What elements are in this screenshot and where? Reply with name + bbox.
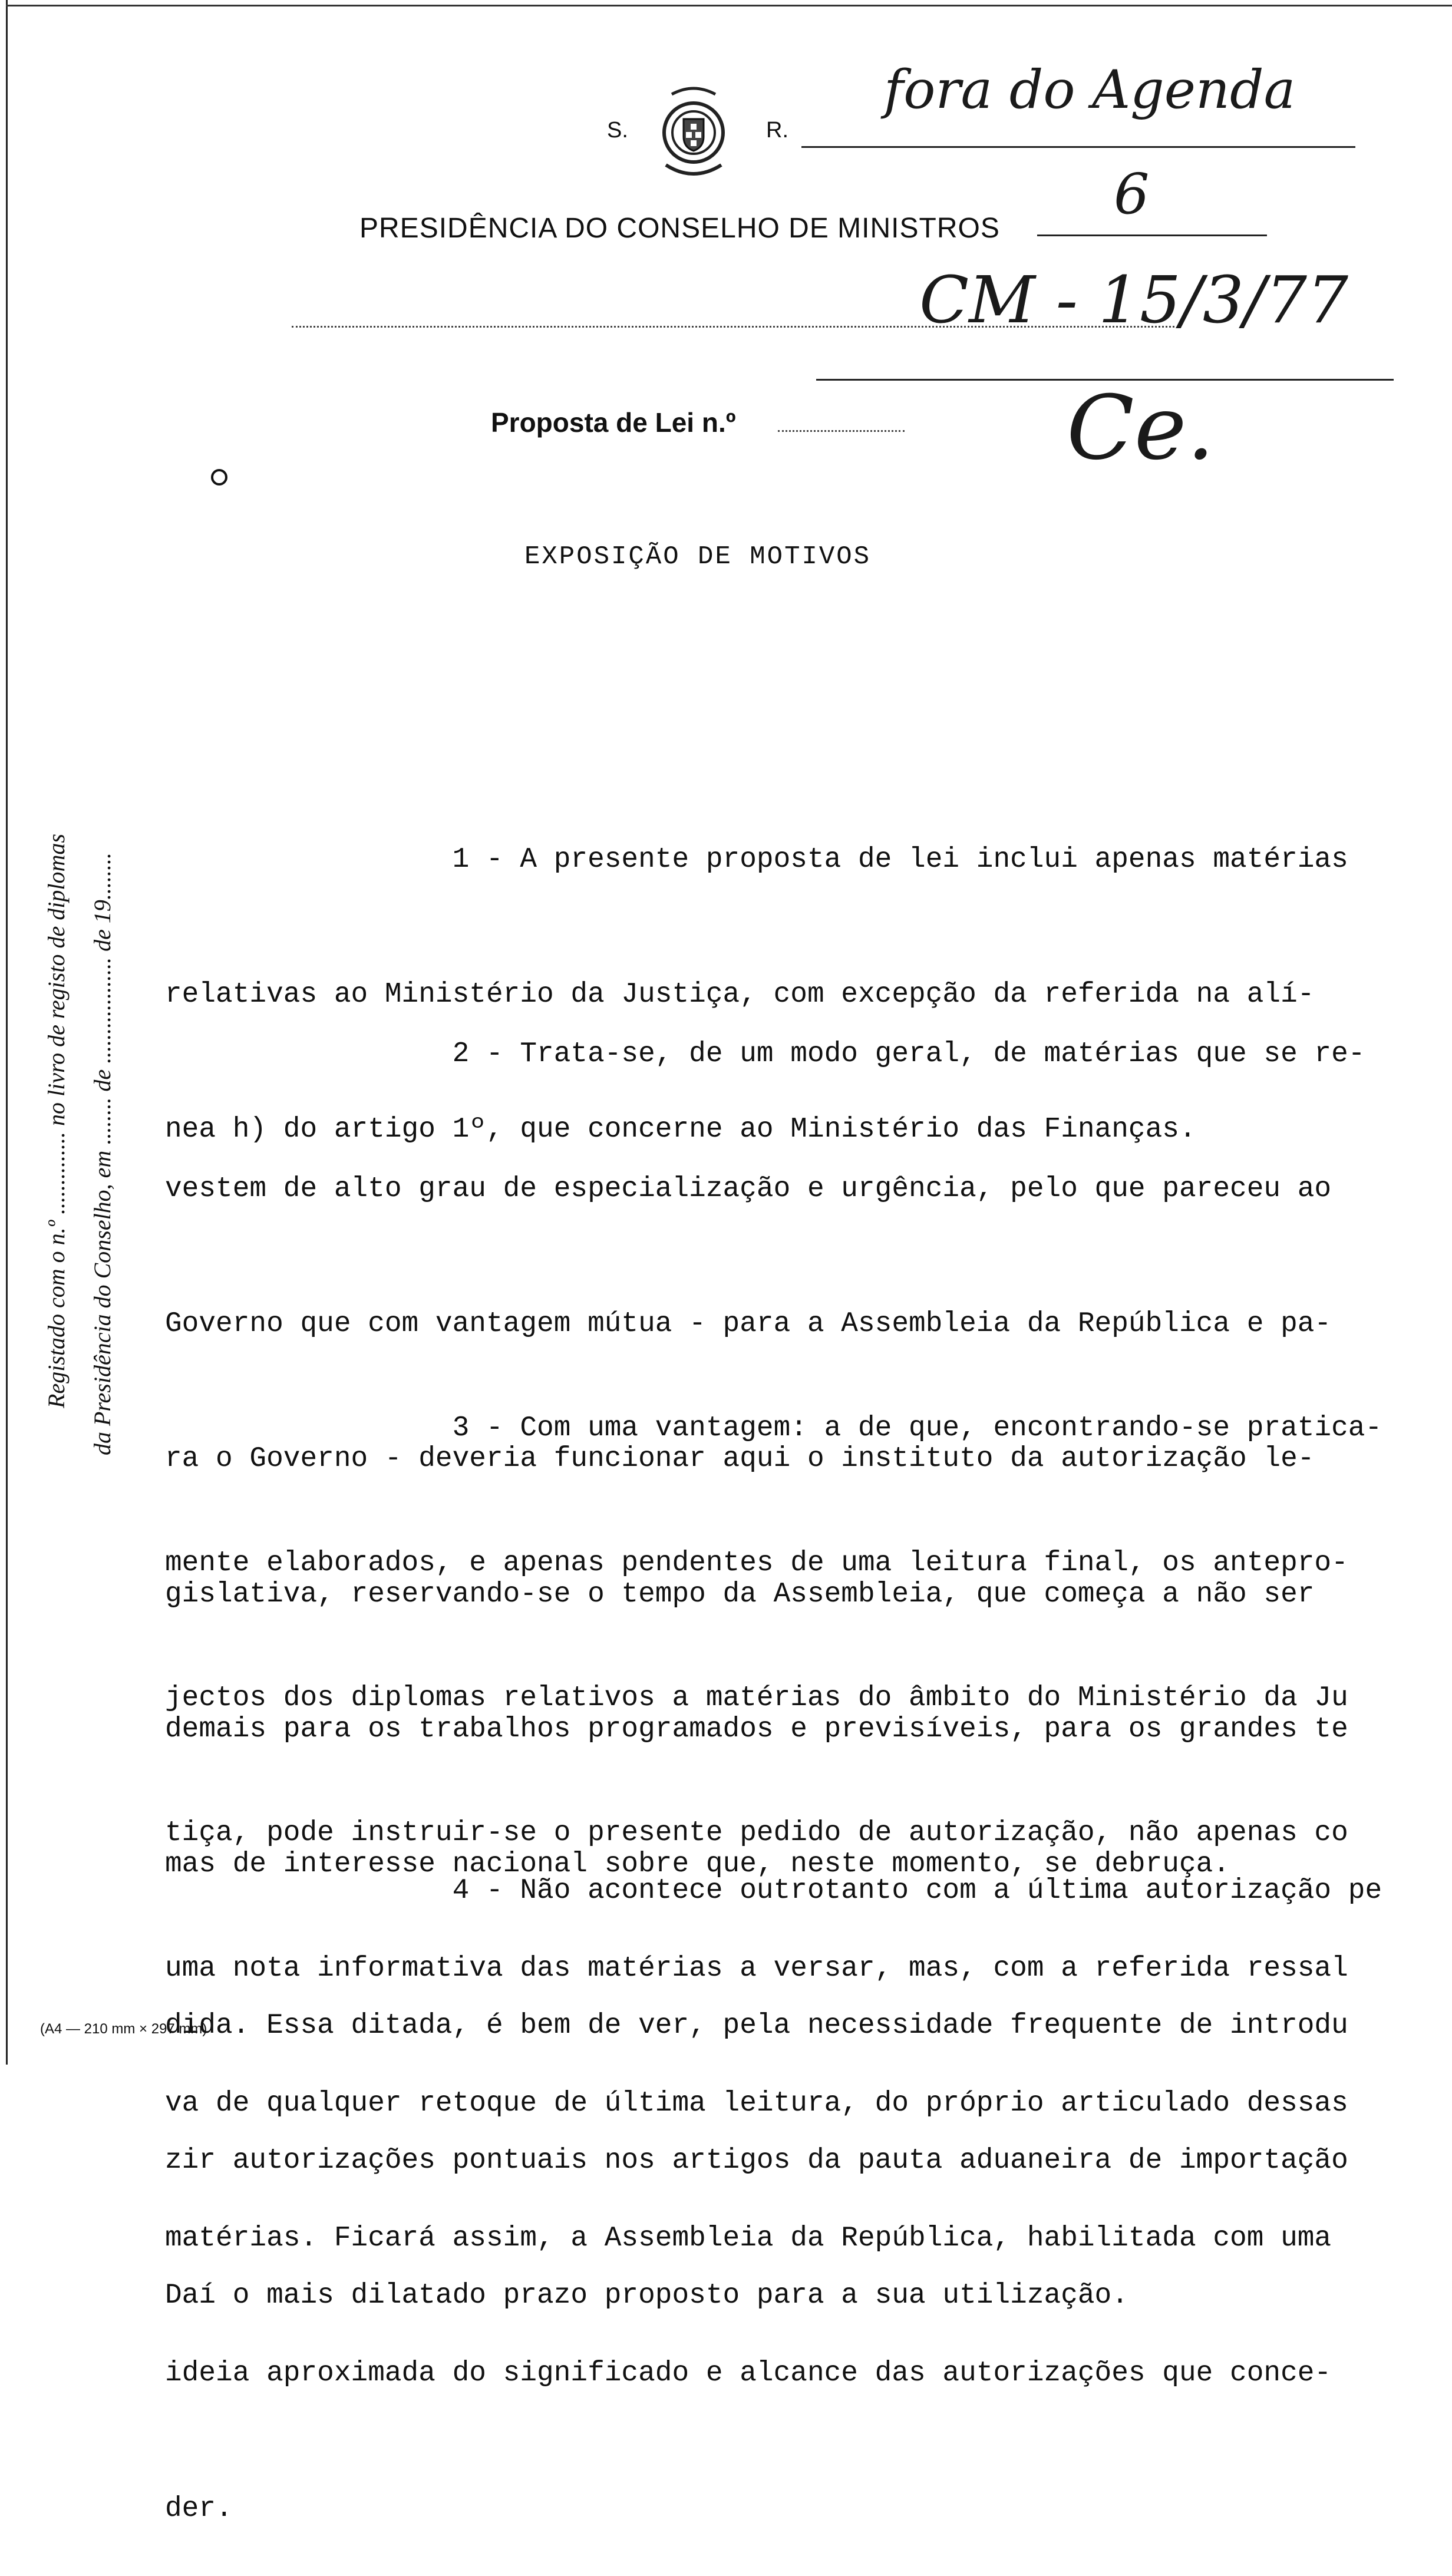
text-line: der.	[165, 2492, 233, 2525]
punch-hole-mark	[211, 469, 227, 486]
page-top-border	[6, 5, 1452, 6]
text-line: jectos dos diplomas relativos a matérias do âmbito do Ministério da Ju	[165, 1682, 1348, 1715]
margin-registration-line-2: da Presidência do Conselho, em ........ de .................. de 19........	[89, 853, 116, 1455]
text-line: vestem de alto grau de especialização e urgência, pelo que pareceu ao	[165, 1173, 1332, 1206]
text-line: nea h) do artigo 1º, que concerne ao Ministério das Finanças.	[165, 1114, 1196, 1146]
text-line: mas de interesse nacional sobre que, neste momento, se debruça.	[165, 1848, 1230, 1881]
text-line: demais para os trabalhos programados e previsíveis, para os grandes te	[165, 1713, 1348, 1745]
text-line: matérias. Ficará assim, a Assembleia da República, habilitada com uma	[165, 2222, 1332, 2255]
document-title: EXPOSIÇÃO DE MOTIVOS	[524, 542, 872, 572]
paragraph-4	[165, 1778, 1382, 2363]
text-line: uma nota informativa das matérias a versar, mas, com a referida ressal	[165, 1952, 1348, 1984]
page-left-border	[6, 0, 8, 2065]
text-line: gislativa, reservando-se o tempo da Assembleia, que começa a não ser	[165, 1578, 1315, 1610]
paper-size-footer: (A4 — 210 mm × 297 mm)	[40, 2021, 207, 2037]
text-line: Governo que com vantagem mútua - para a Assembleia da República e pa-	[165, 1308, 1332, 1340]
text-line: relativas ao Ministério da Justiça, com excepção da referida na alí-	[165, 979, 1315, 1011]
text-line: mente elaborados, e apenas pendentes de uma leitura final, os antepro-	[165, 1547, 1348, 1580]
text-line: 1 - A presente proposta de lei inclui apenas matérias	[165, 843, 1348, 876]
text-line: tiça, pode instruir-se o presente pedido de autorização, não apenas co	[165, 1817, 1348, 1850]
text-line: 3 - Com uma vantagem: a de que, encontrando-se pratica-	[165, 1412, 1382, 1444]
handwritten-date: CM - 15/3/77	[919, 262, 1348, 338]
text-line: ideia aproximada do significado e alcance das autorizações que conce-	[165, 2357, 1332, 2390]
text-line: 2 - Trata-se, de um modo geral, de matérias que se re-	[165, 1038, 1365, 1070]
text-line: dida. Essa ditada, é bem de ver, pela necessidade frequente de introdu	[165, 2010, 1348, 2042]
r-letter: R.	[766, 118, 788, 143]
header-rule-2	[1037, 235, 1267, 236]
s-letter: S.	[607, 118, 628, 143]
handwritten-initial: Ce.	[1067, 377, 1215, 480]
handwritten-number: 6	[1114, 162, 1150, 227]
proposal-label: Proposta de Lei n.º	[491, 407, 736, 438]
handwritten-annotation: fora do Agenda	[884, 59, 1296, 121]
header-rule-1	[801, 146, 1355, 148]
text-line: zir autorizações pontuais nos artigos da pauta aduaneira de importação	[165, 2145, 1348, 2177]
proposal-number-field	[778, 430, 905, 432]
text-line: Daí o mais dilatado prazo proposto para a sua utilização.	[165, 2280, 1128, 2312]
text-line: ra o Governo - deveria funcionar aqui o instituto da autorização le-	[165, 1443, 1315, 1475]
text-line: va de qualquer retoque de última leitura, do próprio articulado dessas	[165, 2087, 1348, 2119]
institution-heading: PRESIDÊNCIA DO CONSELHO DE MINISTROS	[359, 213, 1000, 244]
text-line: 4 - Não acontece outrotanto com a última autorização pe	[165, 1874, 1382, 1907]
portuguese-coat-of-arms-icon	[660, 82, 728, 186]
margin-registration-line-1: Registado com o n.º .............. no livro de registo de diplomas	[43, 834, 70, 1408]
